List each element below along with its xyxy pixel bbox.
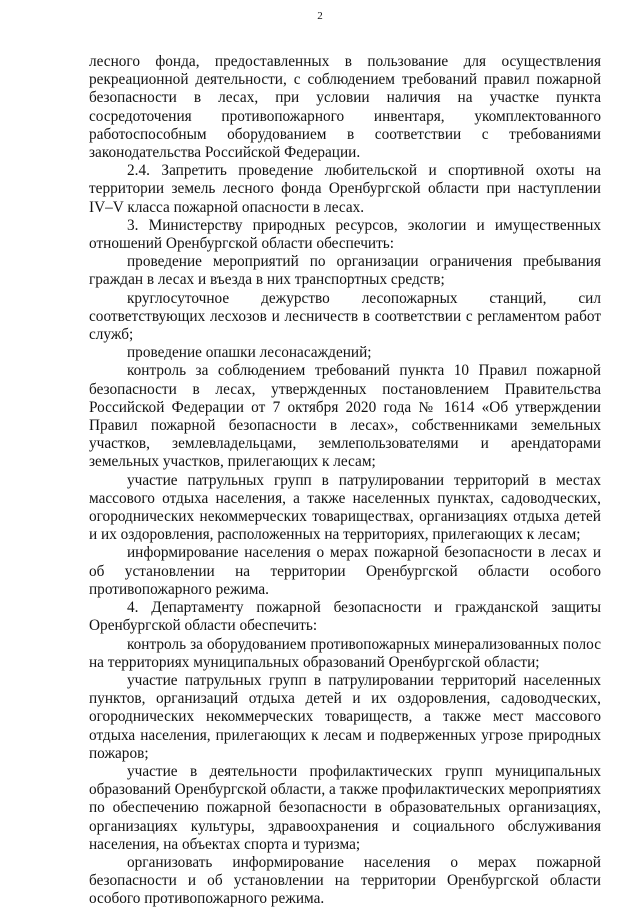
paragraph-4: 4. Департаменту пожарной безопасности и гражданской защиты Оренбургской области обеспечить: bbox=[89, 599, 601, 635]
list-item: проведение опашки лесонасаждений; bbox=[127, 344, 372, 362]
list-item: круглосуточное дежурство лесопожарных станций, сил соответствующих лесхозов и лесничеств в соответствии с регламентом работ служб; bbox=[89, 289, 601, 344]
list-item: информирование населения о мерах пожарной безопасности в лесах и об установлении на территории Оренбургской области особого противопожарного режима. bbox=[89, 544, 601, 598]
document-body bbox=[89, 53, 601, 909]
list-item: участие патрульных групп в патрулировании территорий в местах массового отдыха населения, а также населенных пунктах, садоводческих, огороднических некоммерческих товариществах, организациях отдыха детей и их оздоровления, расположенных на территориях, прилегающих к лесам; bbox=[89, 471, 601, 544]
list-item: организовать информирование населения о мерах пожарной безопасности и об установлении на территории Оренбургской области особого противопожарного режима. bbox=[89, 853, 601, 908]
paragraph-2-4: 2.4. Запретить проведение любительской и спортивной охоты на территории земель лесного фонда Оренбургской области при наступлении IV–V класса пожарной опасности в лесах. bbox=[89, 162, 601, 216]
list-item: контроль за соблюдением требований пункта 10 Правил пожарной безопасности в лесах, утвержденных постановлением Правительства Российской Федерации от 7 октября 2020 года № 1614 «Об утверждении Правил пожарной безопасности в лесах», собственниками земельных участков, землевладельцами, землепользователями и арендаторами земельных участков, прилегающих к лесам; bbox=[89, 362, 601, 471]
page-number: 2 bbox=[317, 10, 323, 22]
paragraph-3: 3. Министерству природных ресурсов, экологии и имущественных отношений Оренбургской области обеспечить: bbox=[89, 216, 601, 253]
paragraph-continuation: лесного фонда, предоставленных в пользование для осуществления рекреационной деятельности, с соблюдением требований правил пожарной безопасности в лесах, при условии наличия на участке пункта сосредоточения противопожарного инвентаря, укомплектованного работоспособным оборудованием в соответствии с требованиями законодательства Российской Федерации. bbox=[89, 53, 601, 162]
list-item: участие патрульных групп в патрулировании территорий населенных пунктов, организаций отдыха детей и их оздоровления, садоводческих, огороднических некоммерческих товариществ, а также мест массового отдыха населения, прилегающих к лесам и подверженных угрозе природных пожаров; bbox=[89, 671, 601, 762]
list-item: участие в деятельности профилактических групп муниципальных образований Оренбургской области, а также профилактических мероприятиях по обеспечению пожарной безопасности в образовательных организациях, организациях культуры, здравоохранения и социального обслуживания населения, на объектах спорта и туризма; bbox=[89, 762, 601, 853]
list-item: проведение мероприятий по организации ограничения пребывания граждан в лесах и въезда в них транспортных средств; bbox=[89, 253, 601, 289]
list-item: контроль за оборудованием противопожарных минерализованных полос на территориях муниципальных образований Оренбургской области; bbox=[89, 635, 601, 671]
